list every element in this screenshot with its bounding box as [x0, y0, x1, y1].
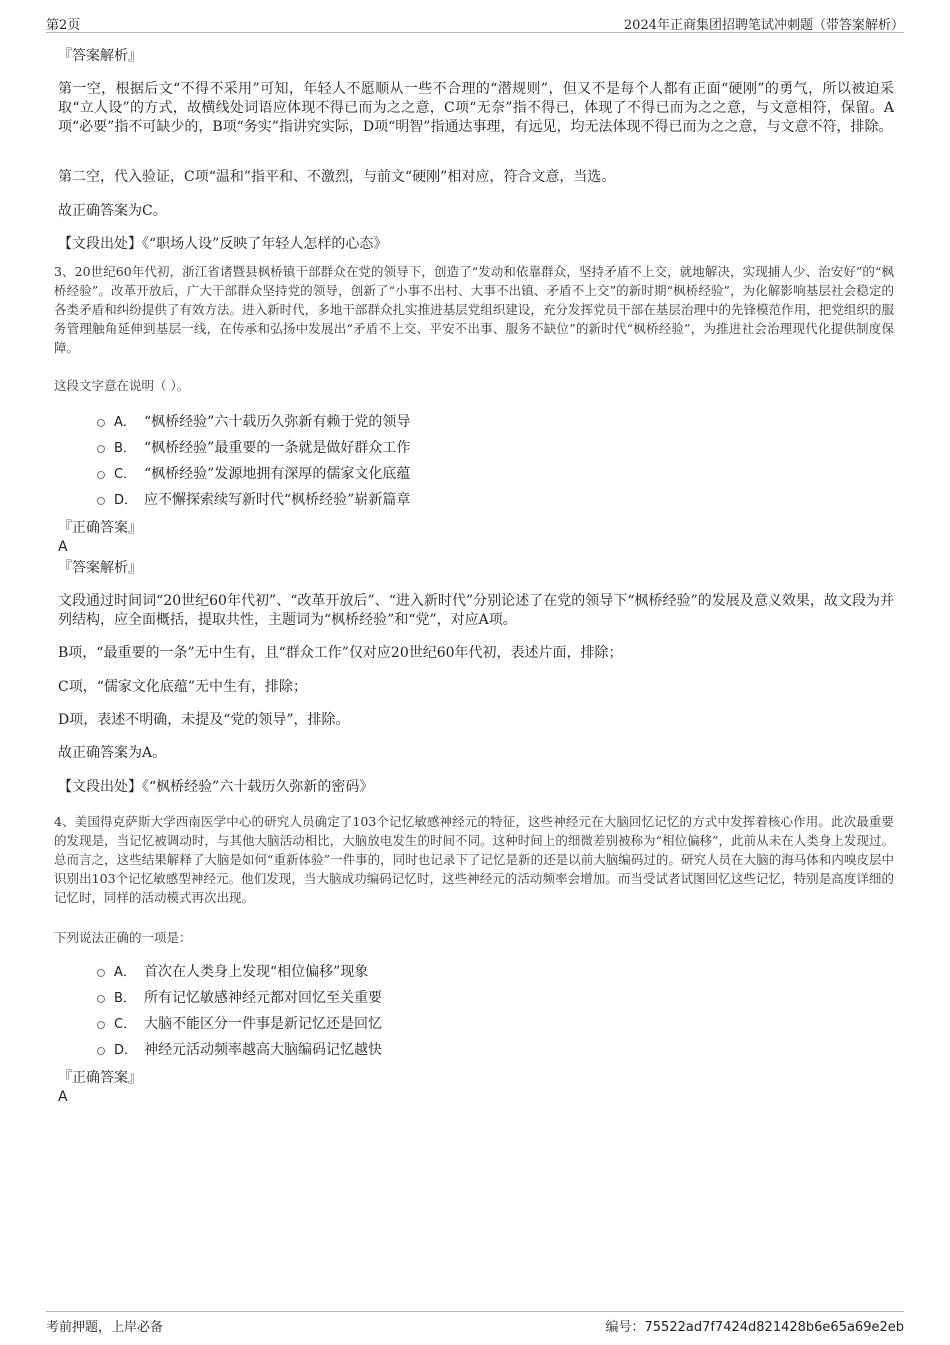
- q3-analysis-p1: 文段通过时间词“20世纪60年代初”、“改革开放后”、“进入新时代”分别论述了在党的领导下“枫桥经验”的发展及意义效果，故文段为并列结构，应全面概括，提取共性，主题词为“枫桥经验”和“党”，对应A项。: [58, 593, 894, 628]
- radio-button[interactable]: [97, 497, 105, 505]
- q3-analysis-p4: D项，表述不明确，未提及“党的领导”，排除。: [58, 712, 350, 728]
- page-footer: [46, 1311, 904, 1334]
- q2-analysis-label: 『答案解析』: [58, 48, 142, 64]
- radio-button[interactable]: [97, 1047, 105, 1055]
- q4-prompt: 下列说法正确的一项是：: [54, 930, 192, 945]
- q4-answer-label: 『正确答案』: [58, 1070, 142, 1086]
- q4-options: [56, 959, 656, 1063]
- q3-source: 【文段出处】《“枫桥经验”六十载历久弥新的密码》: [58, 779, 374, 795]
- q2-analysis-p1: 第一空，根据后文“不得不采用”可知，年轻人不愿顺从一些不合理的“潜规则”，但又不是每个人都有正面“硬刚”的勇气，所以被迫采取“立人设”的方式，故横线处词语应体现不得已而为之之意，C项“无奈”指不得已，体现了不得已而为之之意，与文意相符，保留。A项“必要”指不可缺少的，B项“务实”指讲究实际，D项“明智”指通达事理，有远见，均无法体现不得已而为之之意，与文意不符，排除。: [58, 81, 894, 135]
- q4-option-d[interactable]: D． 神经元活动频率越高大脑编码记忆越快: [56, 1037, 656, 1063]
- page-header: [46, 12, 904, 33]
- q3-answer: A: [58, 539, 68, 555]
- q4-question: 4、美国得克萨斯大学西南医学中心的研究人员确定了103个记忆敏感神经元的特征，这些神经元在大脑回忆记忆的方式中发挥着核心作用。此次最重要的发现是，当记忆被调动时，与其他大脑活动相比，大脑放电发生的时间不同。这种时间上的细微差别被称为“相位偏移”，此前从未在人类身上发现过。总而言之，这些结果解释了大脑是如何“重新体验”一件事的，同时也记录下了记忆是新的还是以前大脑编码过的。研究人员在大脑的海马体和内嗅皮层中识别出103个记忆敏感型神经元。他们发现，当大脑成功编码记忆时，这些神经元的活动频率会增加。而当受试者试图回忆这些记忆，特别是高度详细的记忆时，同样的活动模式再次出现。: [54, 814, 894, 905]
- q3-option-b[interactable]: B． “枫桥经验”最重要的一条就是做好群众工作: [56, 435, 656, 461]
- q4-option-b[interactable]: B． 所有记忆敏感神经元都对回忆至关重要: [56, 985, 656, 1011]
- q3-options: [56, 409, 656, 513]
- footer-slogan: 考前押题，上岸必备: [46, 1320, 164, 1335]
- radio-button[interactable]: [97, 471, 105, 479]
- q2-analysis-p3: 故正确答案为C。: [58, 203, 167, 219]
- q2-source: 【文段出处】《“职场人设”反映了年轻人怎样的心态》: [58, 236, 388, 252]
- q4-answer: A: [58, 1089, 68, 1105]
- radio-button[interactable]: [97, 419, 105, 427]
- q3-analysis-p2: B项，“最重要的一条”无中生有，且“群众工作”仅对应20世纪60年代初，表述片面，排除；: [58, 645, 623, 661]
- q4-option-c[interactable]: C． 大脑不能区分一件事是新记忆还是回忆: [56, 1011, 656, 1037]
- q3-prompt: 这段文字意在说明（ ）。: [54, 378, 190, 393]
- q4-option-a[interactable]: A． 首次在人类身上发现“相位偏移”现象: [56, 959, 656, 985]
- radio-button[interactable]: [97, 445, 105, 453]
- q3-analysis-label: 『答案解析』: [58, 560, 142, 576]
- q3-answer-label: 『正确答案』: [58, 520, 142, 536]
- q3-option-a[interactable]: A． “枫桥经验”六十载历久弥新有赖于党的领导: [56, 409, 656, 435]
- q3-analysis-p3: C项，“儒家文化底蕴”无中生有，排除；: [58, 679, 308, 695]
- document-code: 编号：75522ad7f7424d821428b6e65a69e2eb: [605, 1320, 904, 1335]
- q3-option-c[interactable]: C． “枫桥经验”发源地拥有深厚的儒家文化底蕴: [56, 461, 656, 487]
- document-title: 2024年正商集团招聘笔试冲刺题（带答案解析）: [623, 18, 904, 33]
- q2-analysis-p2: 第二空，代入验证，C项“温和”指平和、不激烈，与前文“硬刚”相对应，符合文意，当选。: [58, 169, 616, 185]
- page-number: 第2页: [46, 18, 81, 33]
- radio-button[interactable]: [97, 969, 105, 977]
- q3-question: 3、20世纪60年代初，浙江省诸暨县枫桥镇干部群众在党的领导下，创造了“发动和依靠群众，坚持矛盾不上交，就地解决，实现捕人少、治安好”的“枫桥经验”。改革开放后，广大干部群众坚持党的领导，创新了“小事不出村、大事不出镇、矛盾不上交”的新时期“枫桥经验”，为化解影响基层社会稳定的各类矛盾和纠纷提供了有效方法。进入新时代，多地干部群众扎实推进基层党组织建设，充分发挥党员干部在基层治理中的先锋模范作用，把党组织的服务管理触角延伸到基层一线，在传承和弘扬中发展出“矛盾不上交、平安不出事、服务不缺位”的新时代“枫桥经验”，为推进社会治理现代化提供制度保障。: [54, 264, 894, 355]
- q3-analysis-p5: 故正确答案为A。: [58, 745, 167, 761]
- radio-button[interactable]: [97, 995, 105, 1003]
- radio-button[interactable]: [97, 1021, 105, 1029]
- q3-option-d[interactable]: D． 应不懈探索续写新时代“枫桥经验”崭新篇章: [56, 487, 656, 513]
